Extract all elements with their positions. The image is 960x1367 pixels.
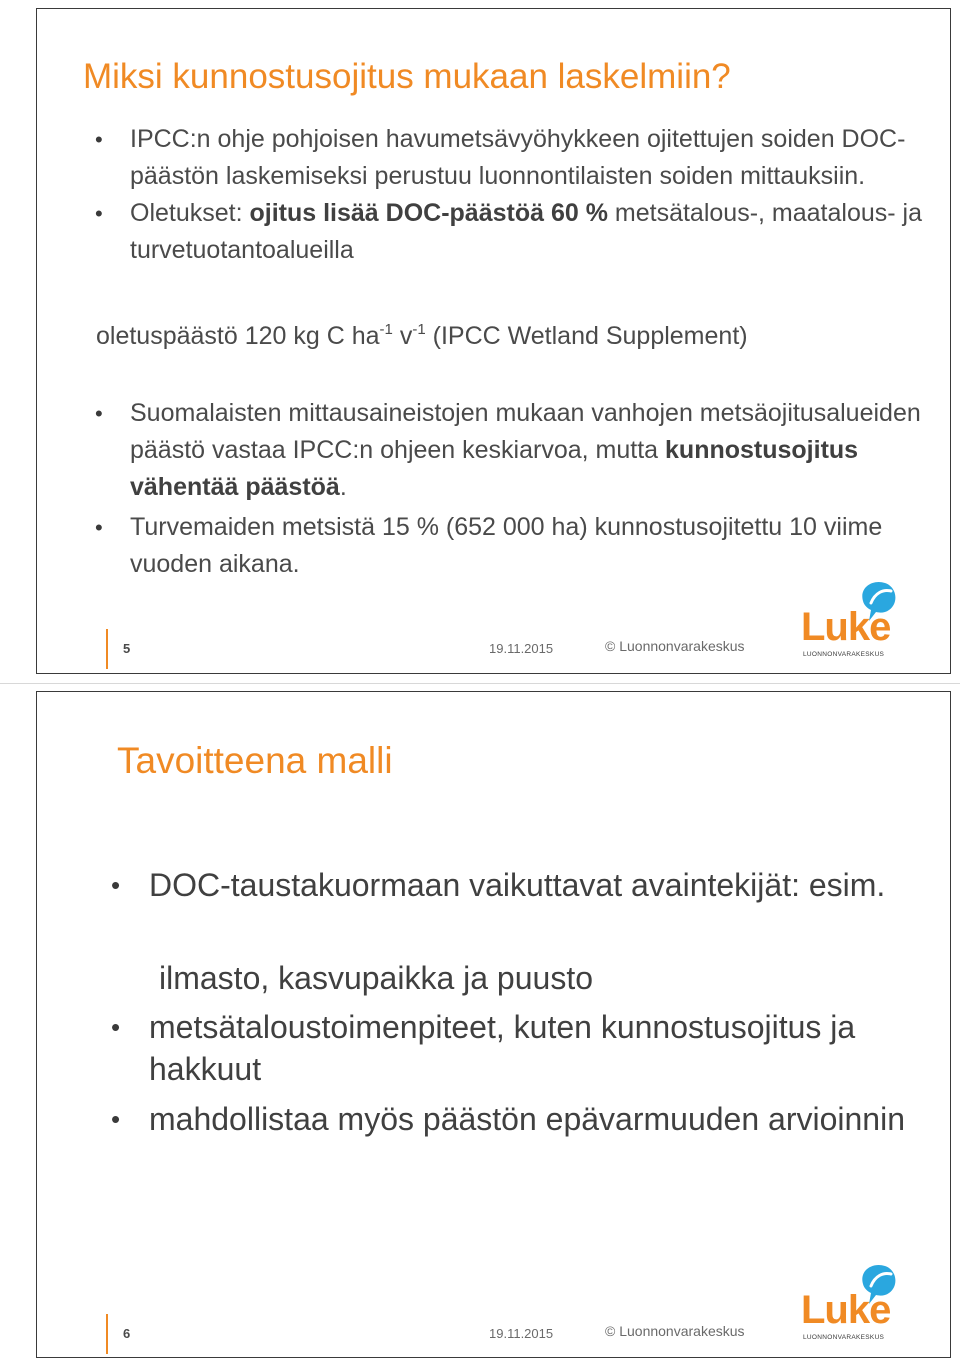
bullet-text: Turvemaiden metsistä 15 % (652 000 ha) kunnostusojitettu 10 viime vuoden aikana. xyxy=(130,513,883,578)
logo-wordmark: Luke xyxy=(801,1288,891,1332)
bullet-text-suffix: metsätalous-, maatalous- ja turvetuotantoalueilla xyxy=(130,199,922,264)
bullet-icon: • xyxy=(95,401,103,426)
bullet-list xyxy=(111,864,909,906)
page-divider xyxy=(0,683,960,684)
luke-logo xyxy=(801,579,901,657)
bullet-item xyxy=(95,395,930,506)
bullet-icon: • xyxy=(111,1012,121,1042)
bullet-icon: • xyxy=(111,1104,121,1134)
bullet-text: DOC-taustakuormaan vaikuttavat avaintekijät: esim. xyxy=(149,867,886,903)
bullet-icon: • xyxy=(95,127,103,152)
bullet-item xyxy=(95,509,930,583)
footer-date: 19.11.2015 xyxy=(489,641,554,656)
default-emission-unit: v xyxy=(392,322,413,350)
bullet-text: IPCC:n ohje pohjoisen havumetsävyöhykkeen ojitettujen soiden DOC-päästön laskemiseksi perustuu luonnontilaisten soiden mittauksiin. xyxy=(130,125,906,190)
bullet-item xyxy=(111,864,909,906)
unit-exponent: -1 xyxy=(379,321,393,338)
bullet-text: metsätaloustoimenpiteet, kuten kunnostusojitus ja hakkuut xyxy=(149,1009,856,1087)
bullet-list xyxy=(95,395,930,583)
footer-date: 19.11.2015 xyxy=(489,1326,554,1341)
sub-item-text: ilmasto, kasvupaikka ja puusto xyxy=(159,960,593,996)
page-number: 5 xyxy=(123,641,131,656)
default-emission-line xyxy=(96,318,748,355)
footer-accent-rule xyxy=(106,1314,108,1354)
slide-6 xyxy=(36,691,951,1358)
slide-title: Tavoitteena malli xyxy=(117,740,393,781)
footer-accent-rule xyxy=(106,629,108,669)
bullet-icon: • xyxy=(111,870,121,900)
unit-exponent: -1 xyxy=(412,321,426,338)
bullet-list xyxy=(111,1006,909,1140)
default-emission-source: (IPCC Wetland Supplement) xyxy=(425,322,748,350)
bullet-list xyxy=(95,121,930,269)
logo-tagline: LUONNONVARAKESKUS xyxy=(803,1334,885,1341)
logo-wordmark: Luke xyxy=(801,605,891,649)
bullet-item xyxy=(95,121,930,195)
bullet-icon: • xyxy=(95,515,103,540)
footer-copyright: © Luonnonvarakeskus xyxy=(605,1323,745,1339)
slide-title: Miksi kunnostusojitus mukaan laskelmiin? xyxy=(83,57,731,96)
default-emission-text: oletuspäästö 120 kg C ha xyxy=(96,322,380,350)
bullet-text-emphasis: ojitus lisää DOC-päästöä 60 % xyxy=(249,199,608,227)
bullet-icon: • xyxy=(95,201,103,226)
page-number: 6 xyxy=(123,1326,131,1341)
footer-copyright: © Luonnonvarakeskus xyxy=(605,638,745,654)
bullet-text-prefix: Oletukset: xyxy=(130,199,250,227)
bullet-text-emphasis: kunnostusojitus vähentää päästöä xyxy=(130,436,859,501)
bullet-item xyxy=(95,195,930,269)
slide-5 xyxy=(36,8,951,674)
luke-logo xyxy=(801,1262,901,1340)
logo-tagline: LUONNONVARAKESKUS xyxy=(803,651,885,658)
bullet-item xyxy=(111,1098,909,1140)
bullet-text-prefix: Suomalaisten mittausaineistojen mukaan vanhojen metsäojitusalueiden päästö vastaa IPCC:n ohjeen keskiarvoa, mutta xyxy=(130,399,921,464)
bullet-text-suffix: . xyxy=(339,473,347,501)
bullet-item xyxy=(111,1006,909,1090)
bullet-text: mahdollistaa myös päästön epävarmuuden arvioinnin xyxy=(149,1101,905,1137)
